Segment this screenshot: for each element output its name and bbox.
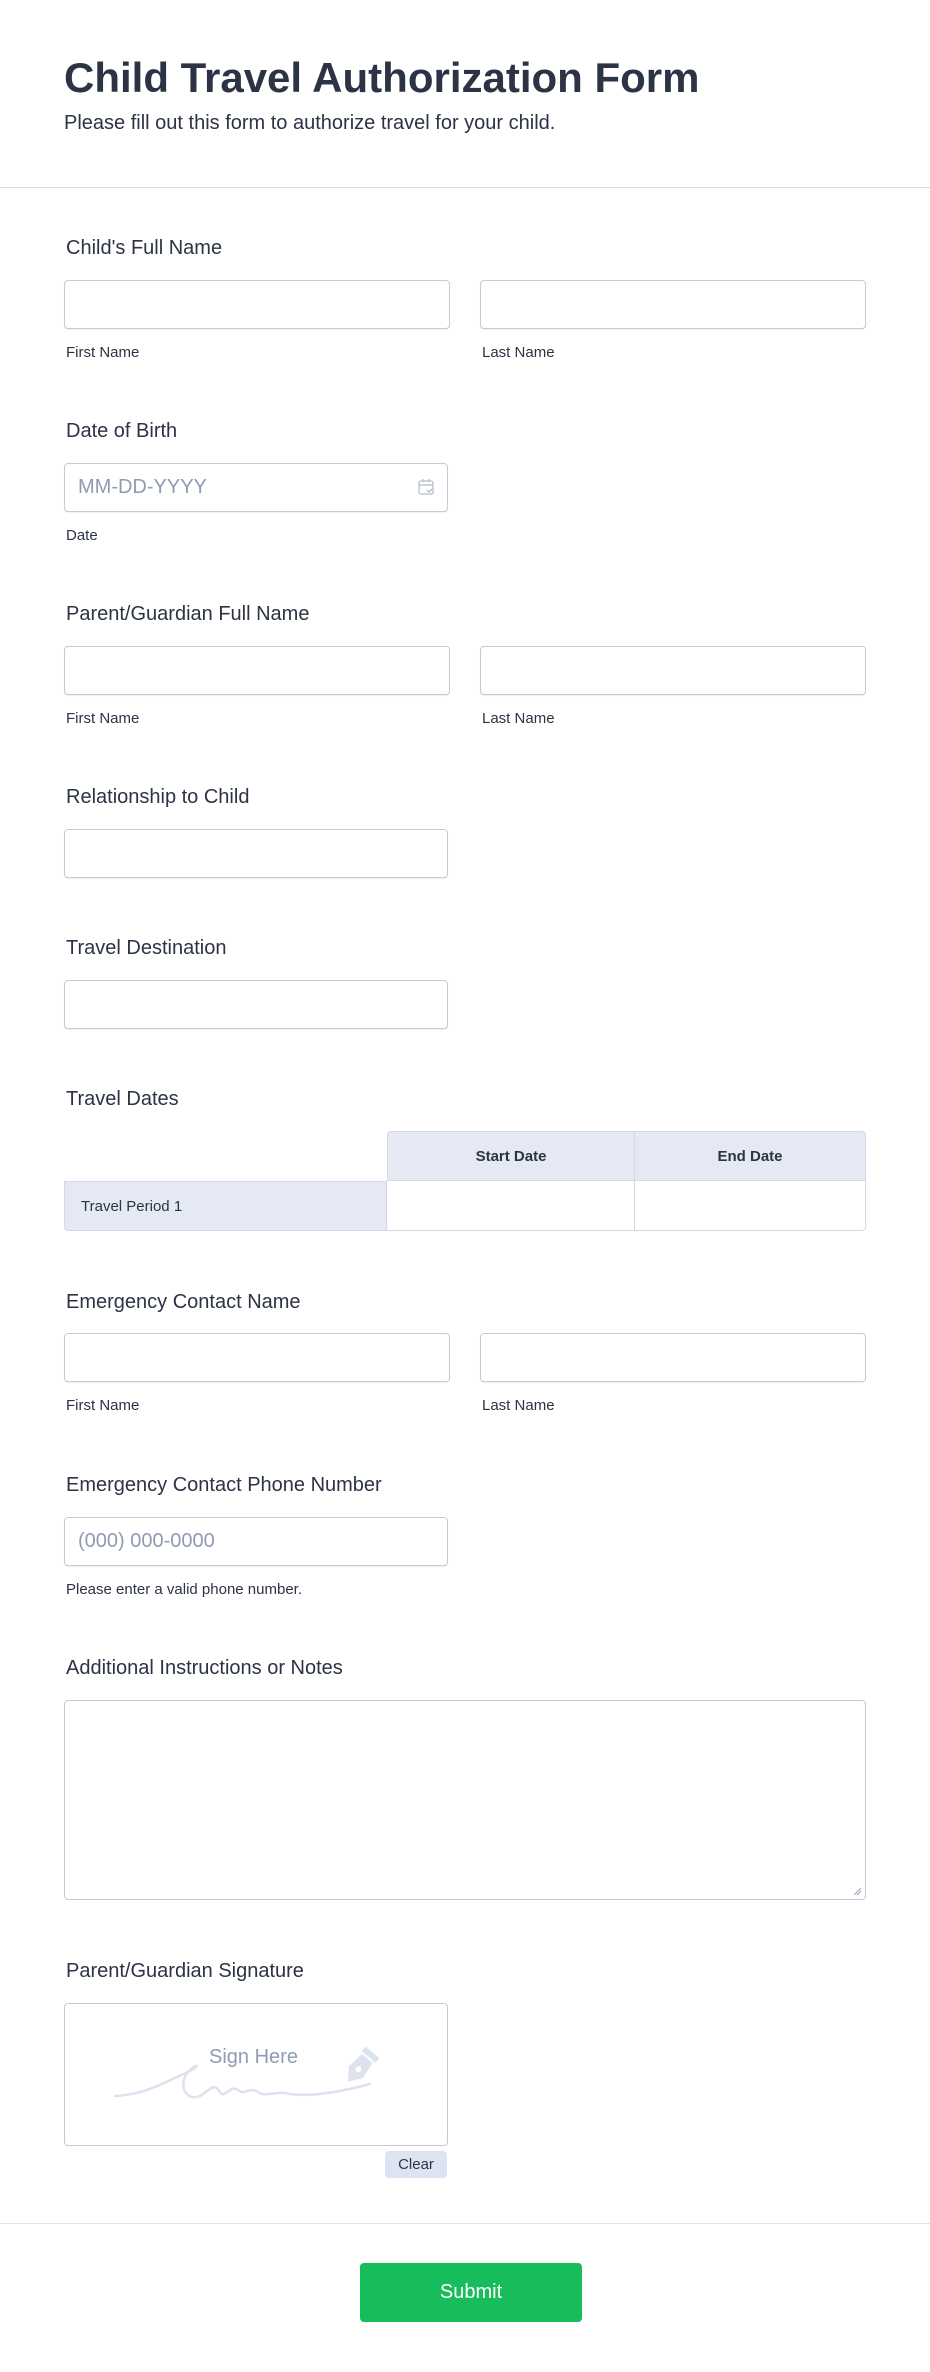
parent-last-name-input[interactable] [480, 646, 866, 695]
emergency-first-name-input[interactable] [64, 1333, 450, 1382]
emergency-phone-label: Emergency Contact Phone Number [66, 1474, 382, 1496]
signature-label: Parent/Guardian Signature [66, 1960, 304, 1982]
destination-label: Travel Destination [66, 937, 227, 959]
child-last-name-input[interactable] [480, 280, 866, 329]
dob-sublabel: Date [66, 527, 98, 544]
parent-first-name-input[interactable] [64, 646, 450, 695]
parent-name-label: Parent/Guardian Full Name [66, 603, 310, 625]
parent-last-name-sublabel: Last Name [482, 710, 555, 727]
dob-label: Date of Birth [66, 420, 178, 442]
emergency-last-name-input[interactable] [480, 1333, 866, 1382]
notes-label: Additional Instructions or Notes [66, 1657, 343, 1679]
child-last-name-sublabel: Last Name [482, 344, 555, 361]
form-title: Child Travel Authorization Form [64, 54, 700, 101]
footer-divider [0, 2223, 930, 2224]
sign-here-placeholder: Sign Here [209, 2046, 298, 2068]
notes-textarea[interactable] [64, 1700, 866, 1900]
emergency-last-name-sublabel: Last Name [482, 1397, 555, 1414]
dob-placeholder: MM-DD-YYYY [78, 476, 207, 498]
matrix-header-start-date: Start Date [387, 1131, 635, 1181]
submit-button[interactable]: Submit [360, 2263, 582, 2322]
child-first-name-input[interactable] [64, 280, 450, 329]
travel-dates-matrix [64, 1131, 866, 1231]
signature-scribble-icon [110, 2044, 400, 2104]
parent-first-name-sublabel: First Name [66, 710, 140, 727]
phone-placeholder: (000) 000-0000 [78, 1530, 215, 1552]
form-subtitle: Please fill out this form to authorize travel for your child. [64, 112, 556, 134]
relationship-input[interactable] [64, 829, 448, 878]
matrix-corner [64, 1131, 387, 1181]
phone-sublabel: Please enter a valid phone number. [66, 1581, 302, 1598]
emergency-name-label: Emergency Contact Name [66, 1291, 301, 1313]
matrix-header-end-date: End Date [635, 1131, 866, 1181]
matrix-row-travel-period-1: Travel Period 1 [64, 1181, 387, 1231]
emergency-phone-input[interactable] [64, 1517, 448, 1566]
travel-period-1-start-date-cell[interactable] [387, 1181, 635, 1231]
form-header [0, 0, 930, 188]
signature-pad[interactable] [64, 2003, 448, 2146]
calendar-icon[interactable] [417, 478, 435, 496]
clear-signature-button[interactable]: Clear [385, 2151, 447, 2178]
dob-input[interactable] [64, 463, 448, 512]
travel-period-1-end-date-cell[interactable] [635, 1181, 866, 1231]
emergency-first-name-sublabel: First Name [66, 1397, 140, 1414]
relationship-label: Relationship to Child [66, 786, 250, 808]
travel-dates-label: Travel Dates [66, 1088, 179, 1110]
child-first-name-sublabel: First Name [66, 344, 140, 361]
child-name-label: Child's Full Name [66, 237, 223, 259]
resize-handle-icon[interactable] [853, 1887, 861, 1895]
destination-input[interactable] [64, 980, 448, 1029]
